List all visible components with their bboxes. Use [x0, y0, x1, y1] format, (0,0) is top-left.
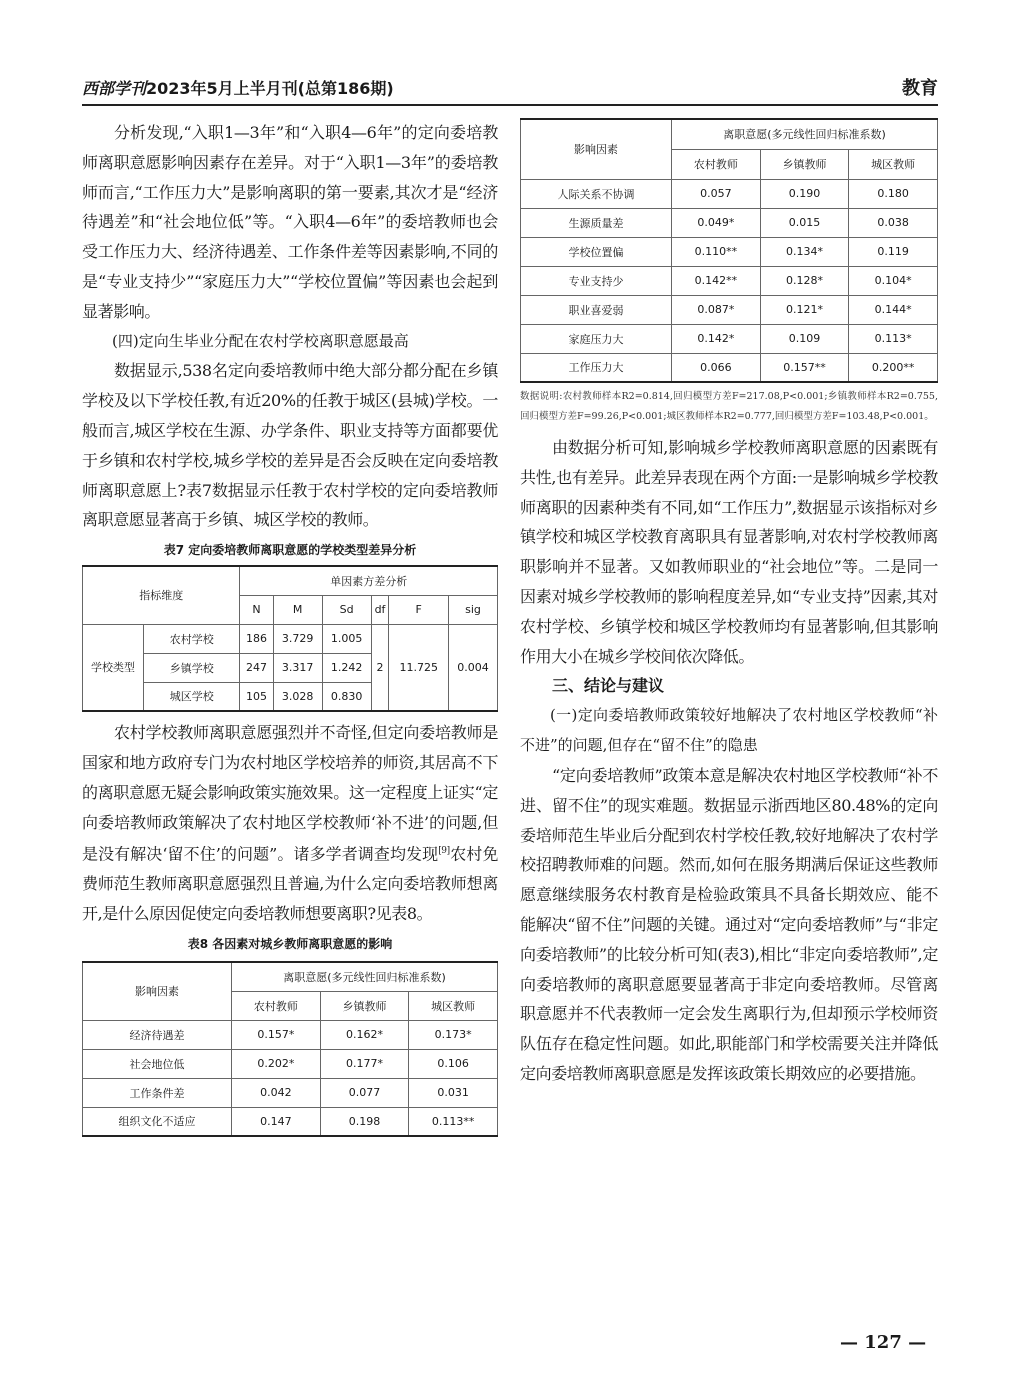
- table-header: 城区教师: [849, 149, 938, 179]
- table-cell: 工作压力大: [521, 353, 672, 382]
- table-cell: 学校类型: [83, 624, 144, 711]
- table-cell: 工作条件差: [83, 1078, 232, 1107]
- table-header: F: [389, 595, 449, 624]
- journal-title: [82, 76, 394, 99]
- paragraph-text: 农村学校教师离职意愿强烈并不奇怪,但定向委培教师是国家和地方政府专门为农村地区学校培养的师资,其居高不下的离职意愿无疑会影响政策实施效果。这一定程度上证实“定向委培教师政策解决了农村地区学校教师‘补不进’的问题,但是没有解决‘留不住’的问题”。诸多学者调查均发现: [82, 723, 498, 864]
- table-cell: 农村学校: [144, 624, 240, 653]
- table-cell: 11.725: [389, 624, 449, 711]
- table-row: [521, 295, 938, 324]
- table-cell: 0.177*: [320, 1049, 409, 1078]
- table-cell: 0.142*: [672, 324, 761, 353]
- table-cell: 0.190: [760, 179, 849, 208]
- table-cell: 0.057: [672, 179, 761, 208]
- table-header: Sd: [322, 595, 371, 624]
- left-column: [82, 118, 498, 1137]
- table-header: 离职意愿(多元线性回归标准系数): [672, 119, 938, 149]
- table-cell: 0.110**: [672, 237, 761, 266]
- table-cell: 0.142**: [672, 266, 761, 295]
- table-header: 城区教师: [409, 991, 498, 1020]
- subsection-heading: (四)定向生毕业分配在农村学校离职意愿最高: [112, 331, 409, 350]
- table-cell: 职业喜爱弱: [521, 295, 672, 324]
- table-header: 离职意愿(多元线性回归标准系数): [232, 962, 498, 991]
- table-cell: 0.104*: [849, 266, 938, 295]
- table-header: sig: [448, 595, 497, 624]
- table-cell: 家庭压力大: [521, 324, 672, 353]
- table-row: [83, 624, 498, 653]
- table-cell: 0.198: [320, 1107, 409, 1136]
- paragraph: 分析发现,“入职1—3年”和“入职4—6年”的定向委培教师离职意愿影响因素存在差异。对于“入职1—3年”的委培教师而言,“工作压力大”是影响离职的第一要素,其次才是“经济待遇差”和“社会地位低”等。“入职4—6年”的委培教师也会受工作压力大、经济待遇差、工作条件差等因素影响,不同的是“专业支持少”“家庭压力大”“学校位置偏”等因素也会起到显著影响。: [82, 123, 498, 321]
- table-cell: 城区学校: [144, 682, 240, 711]
- table7: [82, 565, 498, 712]
- subsection-heading: (一)定向委培教师政策较好地解决了农村地区学校教师“补不进”的问题,但存在“留不住”的隐患: [520, 706, 938, 755]
- table8-caption: 表8 各因素对城乡教师离职意愿的影响: [187, 937, 393, 952]
- table-cell: 0.157*: [232, 1020, 321, 1049]
- paragraph: “定向委培教师”政策本意是解决农村地区学校教师“补不进、留不住”的现实难题。数据显示浙西地区80.48%的定向委培师范生毕业后分配到农村学校任教,较好地解决了农村学校招聘教师难的问题。然而,如何在服务期满后保证这些教师愿意继续服务农村教育是检验政策具不具备长期效应、能不能解决“留不住”问题的关键。通过对“定向委培教师”与“非定向委培教师”的比较分析可知(表3),相比“非定向委培教师”,定向委培教师的离职意愿要显著高于非定向委培教师。尽管离职意愿并不代表教师一定会发生离职行为,但却预示学校师资队伍存在稳定性问题。如此,职能部门和学校需要关注并降低定向委培教师离职意愿是发挥该政策长期效应的必要措施。: [520, 765, 938, 1083]
- table-header: 农村教师: [232, 991, 321, 1020]
- table-cell: 3.028: [273, 682, 322, 711]
- table-cell: 组织文化不适应: [83, 1107, 232, 1136]
- table-cell: 0.830: [322, 682, 371, 711]
- table-header: N: [240, 595, 273, 624]
- table-cell: 0.113**: [409, 1107, 498, 1136]
- table-cell: 1.242: [322, 653, 371, 682]
- paragraph: [82, 718, 498, 929]
- table-row: [521, 208, 938, 237]
- table-row: [521, 324, 938, 353]
- table-cell: 0.147: [232, 1107, 321, 1136]
- running-header: [82, 70, 938, 106]
- paragraph: 数据显示,538名定向委培教师中绝大部分都分配在乡镇学校及以下学校任教,有近20%的任教于城区(县城)学校。一般而言,城区学校在生源、办学条件、职业支持等方面都要优于乡镇和农村学校,城乡学校的差异是否会反映在定向委培教师离职意愿上?表7数据显示任教于农村学校的定向委培教师离职意愿显著高于乡镇、城区学校的教师。: [82, 361, 498, 530]
- table-row: [83, 1078, 498, 1107]
- table-row: [83, 1107, 498, 1136]
- table-header: 指标维度: [83, 566, 240, 624]
- table-cell: 3.729: [273, 624, 322, 653]
- paragraph-text: 农村免费师范生教师离职意愿强烈且普遍,为什么定向委培教师想离开,是什么原因促使定向委培教师想要离职?见表8。: [82, 844, 498, 924]
- journal-logo: 西部学刊: [82, 79, 147, 98]
- table-header: 农村教师: [672, 149, 761, 179]
- table-cell: 0.144*: [849, 295, 938, 324]
- table-cell: 经济待遇差: [83, 1020, 232, 1049]
- table-header: 乡镇教师: [760, 149, 849, 179]
- table-cell: 0.049*: [672, 208, 761, 237]
- table-cell: 社会地位低: [83, 1049, 232, 1078]
- table-cell: 0.038: [849, 208, 938, 237]
- page-number: — 127 —: [840, 1332, 927, 1353]
- table-row: [83, 1020, 498, 1049]
- table-cell: 186: [240, 624, 273, 653]
- table-row: [521, 266, 938, 295]
- table-cell: 生源质量差: [521, 208, 672, 237]
- table-cell: 3.317: [273, 653, 322, 682]
- table-cell: 0.004: [448, 624, 497, 711]
- table-cell: 105: [240, 682, 273, 711]
- table-cell: 0.157**: [760, 353, 849, 382]
- table-header: 影响因素: [521, 119, 672, 179]
- section-name: 教育: [902, 78, 938, 99]
- table-cell: 0.087*: [672, 295, 761, 324]
- table-cell: 专业支持少: [521, 266, 672, 295]
- table-header: 单因素方差分析: [240, 566, 498, 595]
- table-header: df: [371, 595, 389, 624]
- table-cell: 0.077: [320, 1078, 409, 1107]
- table-cell: 0.109: [760, 324, 849, 353]
- table-row: [83, 1049, 498, 1078]
- table-cell: 人际关系不协调: [521, 179, 672, 208]
- paragraph: 由数据分析可知,影响城乡学校教师离职意愿的因素既有共性,也有差异。此差异表现在两个方面:一是影响城乡学校教师离职的因素种类有不同,如“工作压力”,数据显示该指标对乡镇学校和城区学校教育离职具有显著影响,对农村学校教师离职影响并不显著。又如教师职业的“社会地位”等。二是同一因素对城乡学校教师的影响程度差异,如“专业支持”因素,其对农村学校、乡镇学校和城区学校教师均有显著影响,但其影响作用大小在城乡学校间依次降低。: [520, 438, 938, 666]
- issue-info: 2023年5月上半月刊(总第186期): [146, 79, 394, 98]
- table-cell: 0.173*: [409, 1020, 498, 1049]
- table-cell: 0.066: [672, 353, 761, 382]
- table-cell: 0.121*: [760, 295, 849, 324]
- table-row: [521, 237, 938, 266]
- table-cell: 247: [240, 653, 273, 682]
- table-note: 数据说明:农村教师样本R2=0.814,回归模型方差F=217.08,P<0.001;乡镇教师样本R2=0.755,回归模型方差F=99.26,P<0.001;城区教师样本R2=0.777,回归模型方差F=103.48,P<0.001。: [520, 391, 938, 422]
- table-cell: 0.128*: [760, 266, 849, 295]
- table-cell: 0.106: [409, 1049, 498, 1078]
- table-header: 影响因素: [83, 962, 232, 1020]
- table-cell: 乡镇学校: [144, 653, 240, 682]
- table8: [82, 961, 498, 1137]
- table-cell: 0.180: [849, 179, 938, 208]
- table-cell: 2: [371, 624, 389, 711]
- table-cell: 0.134*: [760, 237, 849, 266]
- right-column: [520, 118, 938, 1089]
- table-cell: 1.005: [322, 624, 371, 653]
- table8-continued: [520, 118, 938, 383]
- table-cell: 0.113*: [849, 324, 938, 353]
- table-cell: 0.031: [409, 1078, 498, 1107]
- section-heading: 三、结论与建议: [552, 676, 665, 696]
- table-cell: 0.200**: [849, 353, 938, 382]
- table-header: M: [273, 595, 322, 624]
- table-cell: 0.202*: [232, 1049, 321, 1078]
- table-cell: 0.119: [849, 237, 938, 266]
- table-header: 乡镇教师: [320, 991, 409, 1020]
- table-cell: 学校位置偏: [521, 237, 672, 266]
- table-cell: 0.162*: [320, 1020, 409, 1049]
- citation: [9]: [438, 846, 450, 857]
- table-cell: 0.015: [760, 208, 849, 237]
- table-cell: 0.042: [232, 1078, 321, 1107]
- table7-caption: 表7 定向委培教师离职意愿的学校类型差异分析: [163, 543, 417, 558]
- table-row: [521, 353, 938, 382]
- table-row: [521, 179, 938, 208]
